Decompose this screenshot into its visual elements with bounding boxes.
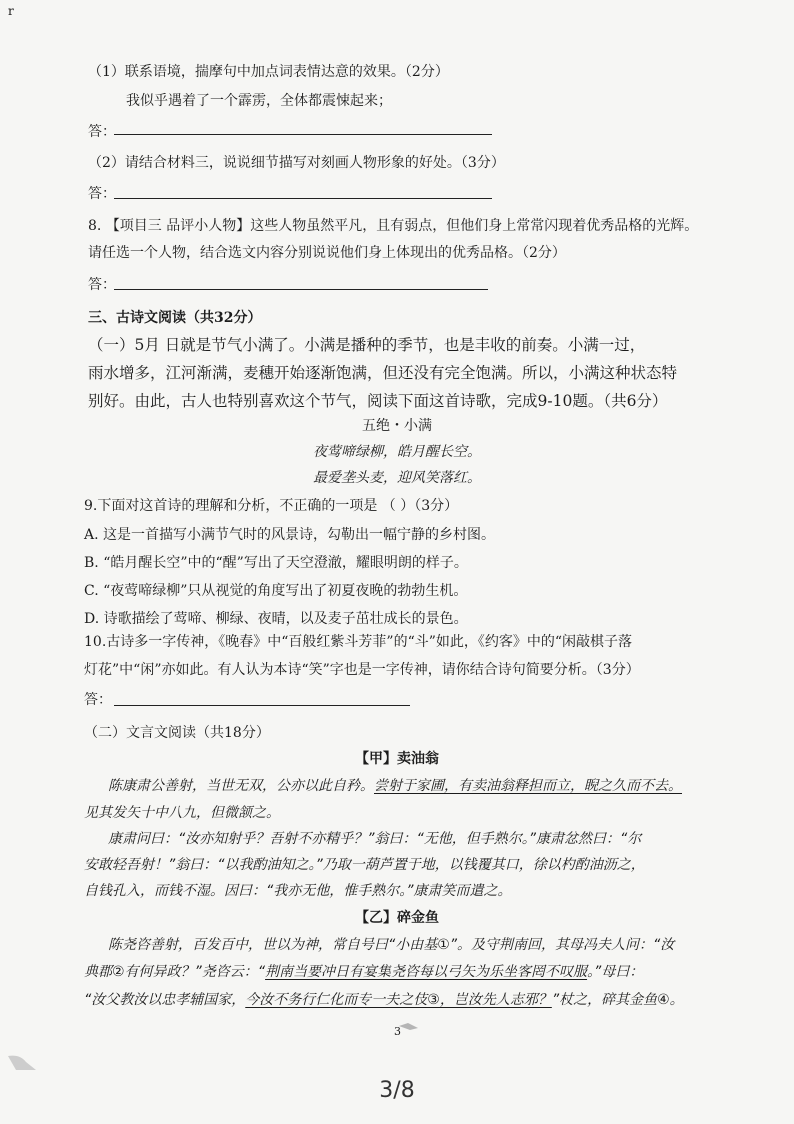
answer-label: 答： [88, 124, 116, 140]
q7-sub2: （2）请结合材料三，说说细节描写对刻画人物形象的好处。（3分） [88, 155, 505, 171]
passage-jia-title: 【甲】卖油翁 [355, 751, 439, 767]
passage-text: 典郡②有何异政？”尧咨云：“ [84, 964, 266, 980]
poem-title: 五绝・小满 [362, 418, 432, 434]
q9-option-d: D. 诗歌描绘了莺啼、柳绿、夜晴，以及麦子茁壮成长的景色。 [84, 611, 468, 627]
answer-line[interactable] [114, 134, 492, 135]
page-number: 3 [394, 1025, 401, 1038]
answer-line[interactable] [114, 198, 492, 199]
passage-yi-line: 陈尧咨善射，百发百中，世以为神，常自号曰“小由基①”。及守荆南回，其母冯夫人问：“汝 [108, 937, 675, 953]
q9-option-c: C. “夜莺啼绿柳”只从视觉的角度写出了初夏夜晚的勃勃生机。 [84, 583, 468, 599]
passage-yi-title: 【乙】碎金鱼 [355, 910, 439, 926]
q10-line2: 灯花”中“闲”亦如此。有人认为本诗“笑”字也是一字传神，请你结合诗句简要分析。（3分） [84, 662, 640, 678]
q9-option-a: A. 这是一首描写小满节气时的风景诗，勾勒出一幅宁静的乡村图。 [84, 527, 496, 543]
q8-line1: 8. 【项目三 品评小人物】这些人物虽然平凡，且有弱点，但他们身上常常闪现着优秀品格的光辉。 [88, 218, 699, 234]
passage-text: “汝父教汝以忠孝辅国家， [84, 992, 246, 1008]
q9-option-b: B. “皓月醒长空”中的“醒”写出了天空澄澈，耀眼明朗的样子。 [84, 555, 468, 571]
passage-yi-line [84, 990, 684, 1010]
q7-sub1: （1）联系语境，揣摩句中加点词表情达意的效果。（2分） [88, 64, 449, 80]
page-counter: 3/8 [379, 1078, 415, 1103]
passage-yi-line [84, 962, 643, 982]
answer-line[interactable] [114, 289, 488, 290]
passage-jia-line: 见其发矢十中八九，但微颔之。 [84, 805, 280, 821]
passage-text: 。”母曰： [587, 964, 644, 980]
q10-line1: 10.古诗多一字传神，《晚春》中“百般红紫斗芳菲”的“斗”如此，《约客》中的“闲敲棋子落 [84, 634, 633, 650]
section-title: 三、古诗文阅读（共32分） [88, 310, 262, 326]
underlined-sentence: 荆南当要冲日有宴集尧咨每以弓矢为乐坐客罔不叹服 [265, 964, 588, 980]
scan-mark [398, 1020, 420, 1032]
answer-label: 答： [84, 692, 112, 708]
passage-jia-line: 安敢轻吾射！”翁曰：“以我酌油知之。”乃取一葫芦置于地，以钱覆其口，徐以杓酌油沥之， [84, 857, 645, 873]
corner-mark: r [8, 4, 14, 18]
classical-title: （二）文言文阅读（共18分） [84, 725, 270, 741]
q8-line2: 请任选一个人物，结合选文内容分别说说他们身上体现出的优秀品格。（2分） [88, 245, 566, 261]
answer-label: 答： [88, 277, 116, 293]
underlined-sentence: 今汝不务行仁化而专一夫之伎③，岂汝先人志邪？ [245, 992, 552, 1008]
q9-stem: 9.下面对这首诗的理解和分析，不正确的一项是 （ ）（3分） [84, 498, 459, 514]
section-intro: 雨水增多，江河渐满，麦穗开始逐渐饱满，但还没有完全饱满。所以，小满这种状态特 [88, 364, 678, 382]
poem-line: 最爱垄头麦，迎风笑落红。 [313, 470, 481, 486]
passage-text: 陈康肃公善射，当世无双，公亦以此自矜。 [108, 778, 374, 794]
passage-jia-line: 自钱孔入，而钱不湿。因曰：“我亦无他，惟手熟尔。”康肃笑而遣之。 [84, 883, 512, 899]
section-intro: （一）5月 日就是节气小满了。小满是播种的季节，也是丰收的前奏。小满一过， [88, 336, 646, 354]
passage-jia-line [108, 776, 682, 796]
poem-line: 夜莺啼绿柳，皓月醒长空。 [313, 444, 481, 460]
answer-label: 答： [88, 186, 116, 202]
section-intro: 别好。由此，古人也特别喜欢这个节气，阅读下面这首诗歌，完成9-10题。（共6分） [88, 392, 668, 410]
underlined-sentence: 尝射于家圃，有卖油翁释担而立，睨之久而不去。 [374, 778, 682, 794]
passage-jia-line: 康肃问曰：“汝亦知射乎？吾射不亦精乎？”翁曰：“无他，但手熟尔。”康肃忿然曰：“尔 [108, 831, 642, 847]
answer-line[interactable] [114, 705, 410, 706]
q7-sub1-quote: 我似乎遇着了一个霹雳，全体都震悚起来； [126, 93, 392, 109]
scan-mark [6, 1052, 40, 1074]
passage-text: ”杖之，碎其金鱼④。 [551, 992, 684, 1008]
